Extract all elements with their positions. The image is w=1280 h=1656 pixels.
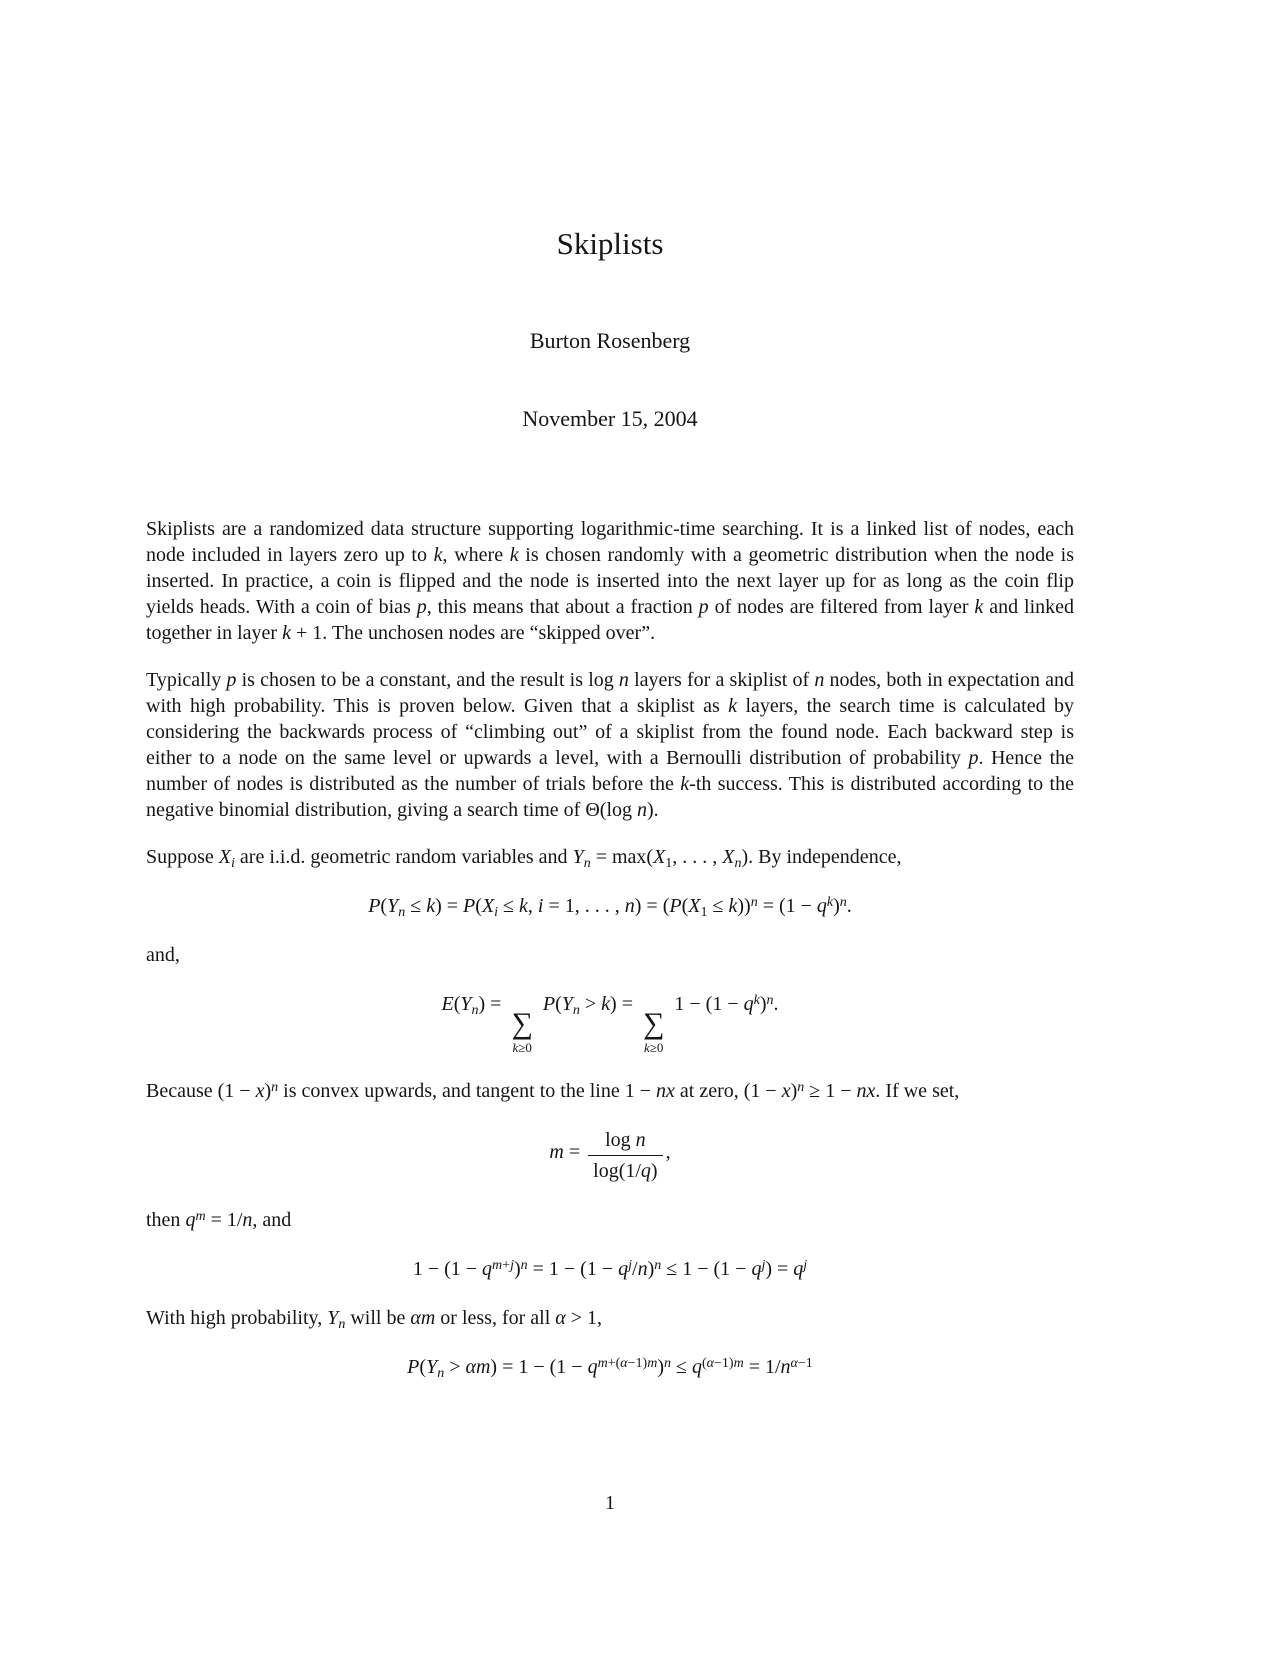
- text-run: Y: [561, 993, 573, 1015]
- text-run: n: [437, 1365, 445, 1381]
- text-run: ≤: [707, 895, 729, 917]
- text-run: 1 − (1 −: [669, 993, 744, 1015]
- text-run: k: [728, 895, 738, 917]
- math-subscript: [584, 856, 591, 871]
- text-run: +(: [607, 1355, 621, 1371]
- math-subscript: [735, 856, 742, 871]
- text-run: nodes, both in expectation and with high probability. This is proven below. Given that a skiplist as: [146, 669, 1075, 717]
- math-subscript: [573, 1003, 580, 1018]
- text-run: x: [255, 1080, 265, 1102]
- text-run: k: [643, 1040, 650, 1055]
- text-run: X: [688, 895, 701, 917]
- fraction-numerator: [588, 1127, 662, 1155]
- fraction: [588, 1127, 662, 1184]
- text-run: Y: [460, 993, 472, 1015]
- text-run: = 1, . . . ,: [543, 895, 625, 917]
- math-superscript: [840, 895, 847, 910]
- text-run: p: [416, 596, 427, 618]
- text-run: ): [264, 1080, 272, 1102]
- text-run: n: [814, 669, 825, 691]
- math-superscript: [521, 1258, 528, 1273]
- text-run: k: [426, 895, 436, 917]
- text-run: x: [781, 1080, 791, 1102]
- text-run: ) =: [610, 993, 638, 1015]
- text-run: k: [753, 992, 760, 1008]
- fraction-denominator: [588, 1155, 662, 1184]
- text-run: ) =: [478, 993, 507, 1015]
- convexity-paragraph: [146, 1078, 1074, 1104]
- text-run: X: [653, 846, 666, 868]
- text-run: )): [737, 895, 751, 917]
- text-run: j: [803, 1257, 808, 1273]
- math-subscript: [398, 905, 405, 920]
- math-superscript: [628, 1258, 632, 1273]
- math-superscript: [195, 1209, 205, 1224]
- text-run: P: [407, 1356, 420, 1378]
- text-run: is chosen randomly with a geometric distribution when the node is inserted. In practice, a coin is flipped and the node is inserted into the next layer up for as long as the coin flip yields heads. With a coin of bias: [146, 544, 1075, 618]
- text-run: . If we set,: [875, 1080, 960, 1102]
- text-run: ) =: [765, 1258, 794, 1280]
- text-run: k: [512, 1040, 519, 1055]
- math-superscript: [761, 1258, 765, 1273]
- math-superscript: [827, 895, 833, 910]
- text-run: k: [974, 596, 984, 618]
- text-run: ): [650, 1160, 658, 1182]
- text-run: ) =: [435, 895, 464, 917]
- text-run: n: [635, 1129, 646, 1151]
- math-superscript: [492, 1258, 514, 1273]
- text-run: n: [271, 1079, 279, 1095]
- text-run: ≤: [671, 1356, 692, 1378]
- text-run: n: [664, 1355, 671, 1371]
- text-run: ,: [665, 1141, 671, 1163]
- text-run: i: [494, 904, 499, 920]
- summation: [511, 1009, 532, 1055]
- text-run: q: [618, 1258, 629, 1280]
- text-run: ,: [527, 895, 538, 917]
- text-run: α: [620, 1355, 628, 1371]
- text-run: p: [968, 747, 979, 769]
- text-run: Y: [327, 1307, 339, 1329]
- summation-symbol: ∑: [643, 1007, 665, 1040]
- text-run: ≤: [498, 895, 520, 917]
- document-body: [146, 516, 1074, 1380]
- text-run: i: [537, 895, 544, 917]
- text-run: αm: [465, 1356, 491, 1378]
- text-run: and linked together in layer: [146, 596, 1074, 644]
- text-run: p: [698, 596, 709, 618]
- math-superscript: [754, 993, 760, 1008]
- text-run: ). By independence,: [741, 846, 902, 868]
- summation-underscript: [644, 1041, 663, 1055]
- text-run: k: [433, 544, 443, 566]
- text-run: m: [549, 1141, 564, 1163]
- text-run: p: [226, 669, 237, 691]
- text-run: Y: [572, 846, 584, 868]
- text-run: q: [482, 1258, 493, 1280]
- text-run: Typically: [146, 669, 227, 691]
- text-run: = max(: [590, 846, 654, 868]
- summation-underscript: [512, 1041, 531, 1055]
- text-run: Because (1 −: [146, 1080, 256, 1102]
- text-run: ).: [647, 799, 659, 821]
- text-run: X: [218, 846, 232, 868]
- text-run: n: [572, 1002, 580, 1018]
- text-run: q: [691, 1356, 702, 1378]
- text-run: +: [502, 1257, 511, 1273]
- text-run: are i.i.d. geometric random variables and: [234, 846, 573, 868]
- text-run: (: [380, 895, 388, 917]
- text-run: q: [793, 1258, 804, 1280]
- text-run: -th success. This is distributed according to the negative binomial distribution, giving a search time of Θ(log: [146, 773, 1074, 821]
- text-run: α: [706, 1355, 715, 1371]
- document-title: Skiplists: [556, 226, 664, 261]
- page-number: 1: [605, 1492, 615, 1514]
- text-run: , where: [442, 544, 510, 566]
- analysis-paragraph: [146, 667, 1074, 823]
- m-definition-equation: [146, 1127, 1074, 1184]
- text-run: ): [513, 1258, 521, 1280]
- text-run: k: [826, 894, 834, 910]
- high-probability-line: [146, 1305, 1074, 1331]
- text-run: n: [780, 1356, 791, 1378]
- text-run: (: [419, 1356, 427, 1378]
- text-run: of nodes are filtered from layer: [708, 596, 975, 618]
- text-run: i: [231, 855, 235, 871]
- text-run: , and: [252, 1209, 292, 1231]
- text-run: = 1 − (1 −: [527, 1258, 619, 1280]
- math-subscript: [494, 905, 498, 920]
- text-run: k: [519, 895, 528, 917]
- text-run: P: [463, 895, 476, 917]
- text-run: q: [587, 1356, 598, 1378]
- math-superscript: [791, 1356, 813, 1371]
- text-run: k: [282, 622, 291, 644]
- text-run: ): [833, 895, 840, 917]
- text-run: ≥0: [649, 1040, 664, 1055]
- text-run: = (1 −: [757, 895, 817, 917]
- text-run: k: [680, 773, 690, 795]
- text-run: n: [637, 1258, 648, 1280]
- text-run: is convex upwards, and tangent to the line 1 −: [278, 1080, 657, 1102]
- text-run: X: [481, 895, 495, 917]
- text-run: , this means that about a fraction: [426, 596, 699, 618]
- text-run: k: [601, 993, 611, 1015]
- text-run: q: [751, 1258, 762, 1280]
- suppose-paragraph: [146, 844, 1074, 870]
- text-run: m: [597, 1355, 608, 1371]
- text-run: 1: [665, 855, 673, 871]
- text-run: n: [654, 1257, 662, 1273]
- text-run: (: [475, 895, 482, 917]
- expectation-equation: [146, 991, 1074, 1055]
- math-superscript: [654, 1258, 661, 1273]
- summation-symbol: ∑: [511, 1007, 533, 1040]
- text-run: ): [790, 1080, 798, 1102]
- text-run: will be: [345, 1307, 411, 1329]
- text-run: q: [816, 895, 827, 917]
- text-run: /: [632, 1258, 638, 1280]
- text-run: (: [701, 1355, 707, 1371]
- text-run: With high probability,: [146, 1307, 328, 1329]
- text-run: m: [492, 1257, 503, 1273]
- text-run: ≤: [405, 895, 427, 917]
- text-run: layers for a skiplist of: [628, 669, 815, 691]
- text-run: .: [773, 993, 779, 1015]
- text-run: m: [195, 1208, 206, 1224]
- math-superscript: [664, 1356, 671, 1371]
- text-run: ): [657, 1356, 664, 1378]
- text-run: E: [441, 993, 454, 1015]
- text-run: (: [681, 895, 689, 917]
- math-superscript: [702, 1356, 744, 1371]
- text-run: P: [368, 895, 381, 917]
- cdf-equation: [146, 893, 1074, 919]
- text-run: −1: [797, 1355, 813, 1371]
- text-run: Skiplists are a randomized data structure supporting logarithmic-time searching. It is a linked list of nodes, each node included in layers zero up to: [146, 518, 1074, 566]
- text-run: 1: [700, 904, 708, 920]
- math-subscript: [472, 1003, 479, 1018]
- text-run: n: [242, 1209, 253, 1231]
- text-run: Y: [426, 1356, 438, 1378]
- math-superscript: [797, 1080, 804, 1095]
- text-run: >: [579, 993, 602, 1015]
- text-run: n: [398, 904, 406, 920]
- connector-and: [146, 942, 1074, 968]
- math-superscript: [271, 1080, 278, 1095]
- text-run: ) = (: [634, 895, 670, 917]
- text-run: j: [628, 1257, 633, 1273]
- text-run: −1): [714, 1355, 734, 1371]
- text-run: . Hence the number of nodes is distributed as the number of trials before the: [146, 747, 1075, 795]
- bound-equation: [146, 1256, 1074, 1282]
- text-run: j: [510, 1257, 514, 1273]
- math-superscript: [751, 895, 758, 910]
- text-run: n: [624, 895, 635, 917]
- summation: [643, 1009, 664, 1055]
- text-run: or less, for all: [435, 1307, 556, 1329]
- text-run: X: [722, 846, 735, 868]
- text-run: nx: [656, 1080, 675, 1102]
- text-run: P: [669, 895, 682, 917]
- text-run: log(1/: [593, 1160, 641, 1182]
- text-run: n: [797, 1079, 805, 1095]
- text-run: ): [647, 1258, 655, 1280]
- math-subscript: [338, 1317, 345, 1332]
- tail-bound-equation: [146, 1354, 1074, 1380]
- text-run: α: [790, 1355, 798, 1371]
- text-run: q: [640, 1160, 651, 1182]
- text-run: >: [444, 1356, 466, 1378]
- text-run: ) = 1 − (1 −: [490, 1356, 588, 1378]
- text-run: q: [743, 993, 754, 1015]
- text-run: log: [605, 1129, 636, 1151]
- text-run: j: [761, 1257, 766, 1273]
- text-run: αm: [410, 1307, 436, 1329]
- text-run: = 1/: [205, 1209, 243, 1231]
- then-line: [146, 1207, 1074, 1233]
- text-run: n: [734, 855, 742, 871]
- text-run: , . . . ,: [672, 846, 723, 868]
- text-run: n: [637, 799, 648, 821]
- text-run: + 1. The unchosen nodes are “skipped over”.: [290, 622, 656, 644]
- text-run: n: [618, 669, 629, 691]
- text-run: is chosen to be a constant, and the result is log: [236, 669, 619, 691]
- text-run: then: [146, 1209, 186, 1231]
- text-run: n: [471, 1002, 479, 1018]
- text-run: q: [185, 1209, 196, 1231]
- text-run: Suppose: [146, 846, 219, 868]
- text-run: and,: [146, 944, 180, 966]
- text-run: ): [759, 993, 767, 1015]
- math-superscript: [767, 993, 774, 1008]
- text-run: (: [555, 993, 562, 1015]
- intro-paragraph: [146, 516, 1074, 646]
- math-subscript: [437, 1366, 444, 1381]
- text-run: n: [338, 1316, 346, 1332]
- math-subscript: [665, 856, 672, 871]
- text-run: layers, the search time is calculated by considering the backwards process of “climbing out” of a skiplist from the found node. Each backward step is either to a node on the same level or upwards a level, with a Bernoulli distribution of probability: [146, 695, 1075, 769]
- text-run: −1): [627, 1355, 648, 1371]
- math-superscript: [598, 1356, 658, 1371]
- document-content: [146, 0, 1074, 1403]
- document-author: Burton Rosenberg: [529, 328, 691, 353]
- text-run: k: [509, 544, 519, 566]
- text-run: 1 − (1 −: [412, 1258, 483, 1280]
- text-run: n: [839, 894, 847, 910]
- text-run: m: [733, 1355, 744, 1371]
- text-run: Y: [387, 895, 399, 917]
- text-run: k: [728, 695, 738, 717]
- math-subscript: [700, 905, 707, 920]
- math-subscript: [231, 856, 235, 871]
- document-date: November 15, 2004: [522, 406, 698, 431]
- text-run: = 1/: [743, 1356, 781, 1378]
- text-run: nx: [856, 1080, 876, 1102]
- text-run: ≤ 1 − (1 −: [661, 1258, 752, 1280]
- text-run: at zero, (1 −: [674, 1080, 782, 1102]
- text-run: n: [520, 1257, 528, 1273]
- text-run: α: [555, 1307, 566, 1329]
- text-run: > 1,: [565, 1307, 603, 1329]
- text-run: =: [563, 1141, 586, 1163]
- text-run: n: [766, 992, 774, 1008]
- text-run: n: [750, 894, 758, 910]
- text-run: ≥ 1 −: [804, 1080, 857, 1102]
- text-run: m: [647, 1355, 658, 1371]
- text-run: ≥0: [518, 1040, 532, 1055]
- text-run: P: [542, 993, 556, 1015]
- math-superscript: [803, 1258, 807, 1273]
- text-run: .: [846, 895, 852, 917]
- text-run: (: [453, 993, 461, 1015]
- text-run: n: [583, 855, 591, 871]
